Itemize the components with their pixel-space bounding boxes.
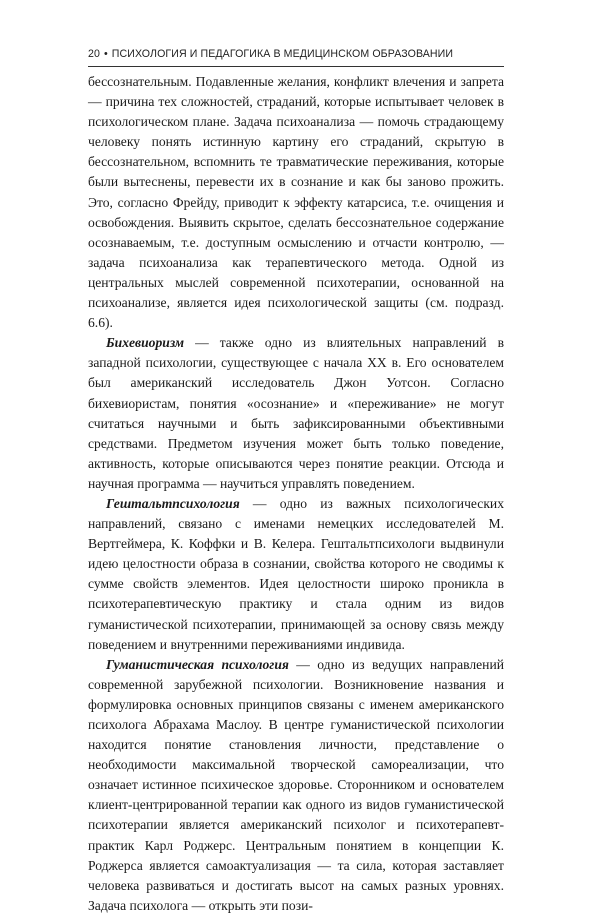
paragraph-text: бессознательным. Подавленные желания, конфликт влечения и запрета — причина тех сложностей, страданий, которые испытывает человек в психологическом плане. Задача психоанализа — помочь страдающему человеку понять истинную картину его страданий, скрытую в бессознательном, вспомнить те травматические переживания, которые были вытеснены, перевести их в сознание и как бы заново прожить. Это, согласно Фрейду, приводит к эффекту катарсиса, т.е. очищения и освобождения. Выявить скрытое, сделать бессознательное содержание осознаваемым, т.е. доступным осмыслению и отчасти контролю, — задача психоанализа как терапевтического метода. Одной из центральных мыслей современной психотерапии, основанной на психоанализе, является идея психологической защиты (см. подразд. 6.6). (88, 74, 504, 331)
paragraph-text: — одно из важных психологических направлений, связано с именами немецких исследователей М. Вертгеймера, К. Коффки и В. Келера. Гештальтпсихологи выдвинули идею целостности образа в сознании, свойства которого не сводимы к сумме свойств элементов. Идея целостности широко проникла в психотерапевтическую практику и стала одним из видов гуманистической психотерапии, принимающей за основу связь между поведением и внутренними переживаниями индивида. (88, 495, 504, 652)
paragraph-behaviorism (88, 333, 504, 494)
term-gestalt: Гештальтпсихология (106, 495, 240, 511)
term-behaviorism: Бихевиоризм (106, 335, 185, 351)
header-bullet: • (103, 48, 108, 60)
paragraph-text: — также одно из влиятельных направлений в западной психологии, существующее с начала XX в. Его основателем был американский исследователь Джон Уотсон. Согласно бихевиористам, понятия «осознание» и «переживание» не могут считаться научными и быть зафиксированными объективными средствами. Предметом изучения может быть только поведение, активность, которые описываются через понятие реакции. Отсюда и научная программа — научиться управлять поведением. (88, 335, 504, 491)
running-title: ПСИХОЛОГИЯ И ПЕДАГОГИКА В МЕДИЦИНСКОМ ОБРАЗОВАНИИ (111, 48, 454, 60)
paragraph-psychoanalysis-continued (88, 72, 504, 333)
body-text (88, 72, 504, 916)
paragraph-gestalt (88, 494, 504, 655)
paragraph-humanistic (88, 655, 504, 916)
header-rule (88, 66, 504, 67)
term-humanistic: Гуманистическая психология (106, 656, 289, 672)
paragraph-text: — одно из ведущих направлений современной зарубежной психологии. Возникновение названия и формулировка основных принципов связаны с именем американского психолога Абрахама Маслоу. В центре гуманистической психологии находится понятие становления личности, представление о необходимости максимальной творческой самореализации, что означает истинное психическое здоровье. Сторонником и основателем клиент-центрированной терапии как одного из видов гуманистической психотерапии является американский психолог и психотерапевт-практик Карл Роджерс. Центральным понятием в концепции К. Роджерса является самоактуализация — та сила, которая заставляет человека развиваться и достигать высот на самых разных уровнях. Задача психолога — открыть эти пози- (88, 656, 504, 913)
running-head (88, 48, 504, 60)
page-number: 20 (88, 48, 100, 60)
